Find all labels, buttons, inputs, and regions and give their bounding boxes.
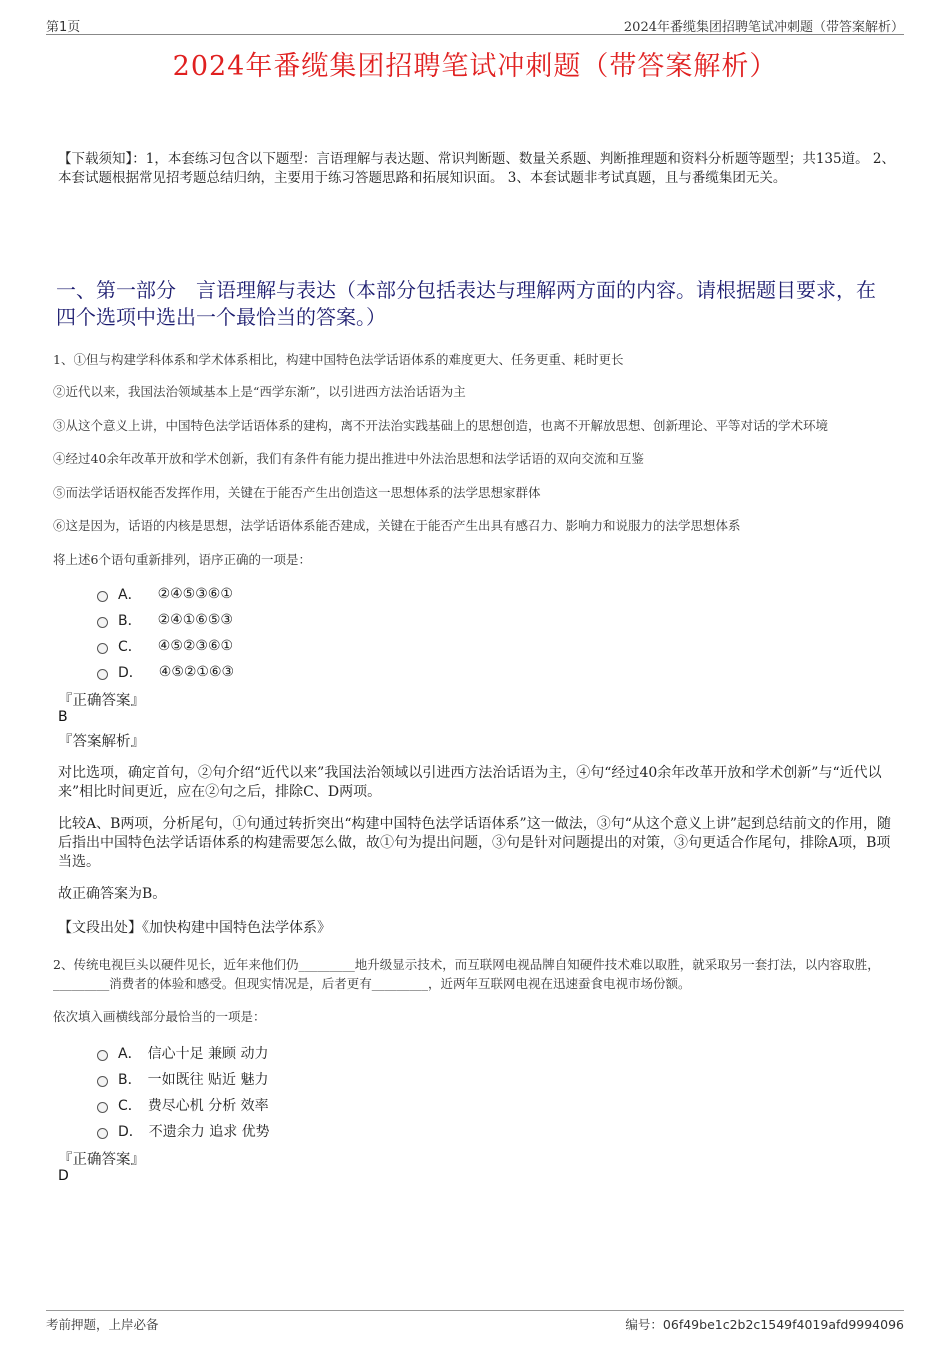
- footer-slogan: 考前押题，上岸必备: [46, 1317, 159, 1332]
- document-title: 2024年番缆集团招聘笔试冲刺题（带答案解析）: [172, 51, 778, 82]
- question-2-stem: 2、传统电视巨头以硬件见长，近年来他们仍_________地升级显示技术，而互联网电视品牌自知硬件技术难以取胜，就采取另一套打法，以内容取胜，_________消费者的体验和感受。但现实情况是，后者更有_________，近两年互联网电视在迅速蚕食电视市场份额。: [53, 957, 880, 991]
- radio-icon[interactable]: [97, 643, 108, 654]
- radio-icon[interactable]: [97, 591, 108, 602]
- q1-analysis-paragraph: 比较A、B两项，分析尾句，①句通过转折突出“构建中国特色法学话语体系”这一做法，③句“从这个意义上讲”起到总结前文的作用，随后指出中国特色法学话语体系的构建需要怎么做，故①句为提出问题，③句是针对问题提出的对策，③句更适合作尾句，排除A项，B项当选。: [58, 816, 892, 870]
- radio-icon[interactable]: [97, 1102, 108, 1113]
- q1-option-c[interactable]: C． ④⑤②③⑥①: [97, 636, 233, 656]
- page-number: 第1页: [46, 20, 81, 35]
- radio-icon[interactable]: [97, 669, 108, 680]
- q1-option-b[interactable]: B． ②④①⑥⑤③: [97, 610, 233, 630]
- radio-icon[interactable]: [97, 1128, 108, 1139]
- q1-source: 【文段出处】《加快构建中国特色法学体系》: [58, 920, 331, 936]
- q1-answer-label: 『正确答案』: [58, 693, 145, 709]
- footer-code: 编号：06f49be1c2b2c1549f4019afd9994096: [625, 1317, 904, 1332]
- q1-analysis-label: 『答案解析』: [58, 734, 145, 750]
- q2-option-b[interactable]: B． 一如既往 贴近 魅力: [97, 1069, 269, 1089]
- radio-icon[interactable]: [97, 1050, 108, 1061]
- page-footer: [46, 1310, 904, 1333]
- q1-analysis-paragraph: 对比选项，确定首句，②句介绍“近代以来”我国法治领域以引进西方法治话语为主，④句“经过40余年改革开放和学术创新”与“近代以来”相比时间更近，应在②句之后，排除C、D两项。: [58, 765, 882, 800]
- q1-analysis-conclusion: 故正确答案为B。: [58, 886, 167, 902]
- q2-option-d[interactable]: D． 不遗余力 追求 优势: [97, 1121, 270, 1141]
- q2-option-c[interactable]: C． 费尽心机 分析 效率: [97, 1095, 269, 1115]
- radio-icon[interactable]: [97, 1076, 108, 1087]
- q2-answer-label: 『正确答案』: [58, 1152, 145, 1168]
- page-header: [46, 14, 904, 35]
- question-2-prompt: 依次填入画横线部分最恰当的一项是：: [53, 1009, 266, 1024]
- question-1-sentence: ②近代以来，我国法治领域基本上是“西学东渐”，以引进西方法治话语为主: [53, 384, 466, 399]
- q1-option-d[interactable]: D． ④⑤②①⑥③: [97, 662, 234, 682]
- question-1-sentence: ④经过40余年改革开放和学术创新，我们有条件有能力提出推进中外法治思想和法学话语的双向交流和互鉴: [53, 451, 644, 466]
- q1-answer: B: [58, 709, 68, 725]
- question-1-sentence: ⑤而法学话语权能否发挥作用，关键在于能否产生出创造这一思想体系的法学思想家群体: [53, 485, 541, 500]
- header-doc-name: 2024年番缆集团招聘笔试冲刺题（带答案解析）: [623, 20, 904, 35]
- q2-answer: D: [58, 1168, 69, 1184]
- radio-icon[interactable]: [97, 617, 108, 628]
- question-1-prompt: 将上述6个语句重新排列，语序正确的一项是：: [53, 552, 311, 567]
- q1-option-a[interactable]: A． ②④⑤③⑥①: [97, 584, 233, 604]
- question-1-sentence: 1、①但与构建学科体系和学术体系相比，构建中国特色法学话语体系的难度更大、任务更重、耗时更长: [53, 352, 624, 367]
- section-title: 一、第一部分 言语理解与表达（本部分包括表达与理解两方面的内容。请根据题目要求，在四个选项中选出一个最恰当的答案。）: [56, 278, 876, 329]
- question-1-sentence: ③从这个意义上讲，中国特色法学话语体系的建构，离不开法治实践基础上的思想创造，也离不开解放思想、创新理论、平等对话的学术环境: [53, 418, 829, 433]
- q2-option-a[interactable]: A． 信心十足 兼顾 动力: [97, 1043, 268, 1063]
- download-notice: 【下载须知】：1，本套练习包含以下题型：言语理解与表达题、常识判断题、数量关系题、判断推理题和资料分析题等题型；共135道。 2、本套试题根据常见招考题总结归纳，主要用于练习答题思路和拓展知识面。 3、本套试题非考试真题，且与番缆集团无关。: [58, 151, 895, 186]
- question-1-sentence: ⑥这是因为，话语的内核是思想，法学话语体系能否建成，关键在于能否产生出具有感召力、影响力和说服力的法学思想体系: [53, 518, 741, 533]
